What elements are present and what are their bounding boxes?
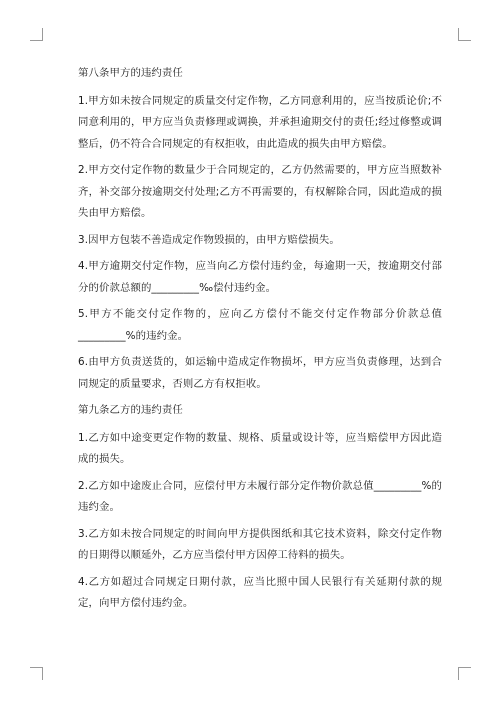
clause-paragraph: 1.乙方如中途变更定作物的数量、规格、质量或设计等，应当赔偿甲方因此造成的损失。 [78, 431, 442, 465]
clause-paragraph: 4.乙方如超过合同规定日期付款，应当比照中国人民银行有关延期付款的规定，向甲方偿付违约金。 [78, 575, 442, 609]
clause-paragraph: 4.甲方逾期交付定作物，应当向乙方偿付违约金，每逾期一天，按逾期交付部分的价款总额的_________‰偿付违约金。 [78, 260, 442, 294]
clause-paragraph: 1.甲方如未按合同规定的质量交付定作物，乙方同意利用的，应当按质论价;不同意利用的，甲方应当负责修理或调换，并承担逾期交付的责任;经过修整或调整后，仍不符合合同规定的有权拒收，由此造成的损失由甲方赔偿。 [78, 94, 442, 150]
crop-mark-top-left [30, 28, 43, 41]
crop-mark-top-right [458, 28, 471, 41]
clause-paragraph: 2.乙方如中途废止合同，应偿付甲方未履行部分定作物价款总值_________%的违约金。 [78, 479, 442, 513]
clause-paragraph: 3.因甲方包装不善造成定作物毁损的，由甲方赔偿损失。 [78, 233, 340, 246]
crop-mark-bottom-right [458, 667, 471, 680]
section-heading: 第八条甲方的违约责任 [78, 67, 183, 79]
clause-paragraph: 2.甲方交付定作物的数量少于合同规定的，乙方仍然需要的，甲方应当照数补齐，补交部分按逾期交付处理;乙方不再需要的，有权解除合同，因此造成的损失由甲方赔偿。 [78, 164, 442, 219]
clause-paragraph: 6.由甲方负责送货的，如运输中造成定作物损坏，甲方应当负责修理，达到合同规定的质量要求，否则乙方有权拒收。 [78, 356, 442, 390]
document-body [78, 63, 442, 620]
crop-mark-bottom-left [30, 667, 43, 680]
clause-paragraph: 3.乙方如未按合同规定的时间向甲方提供图纸和其它技术资料，除交付定作物的日期得以顺延外，乙方应当偿付甲方因停工待料的损失。 [78, 527, 442, 561]
section-heading: 第九条乙方的违约责任 [78, 404, 183, 416]
clause-paragraph: 5.甲方不能交付定作物的，应向乙方偿付不能交付定作物部分价款总值_________%的违约金。 [78, 308, 442, 342]
